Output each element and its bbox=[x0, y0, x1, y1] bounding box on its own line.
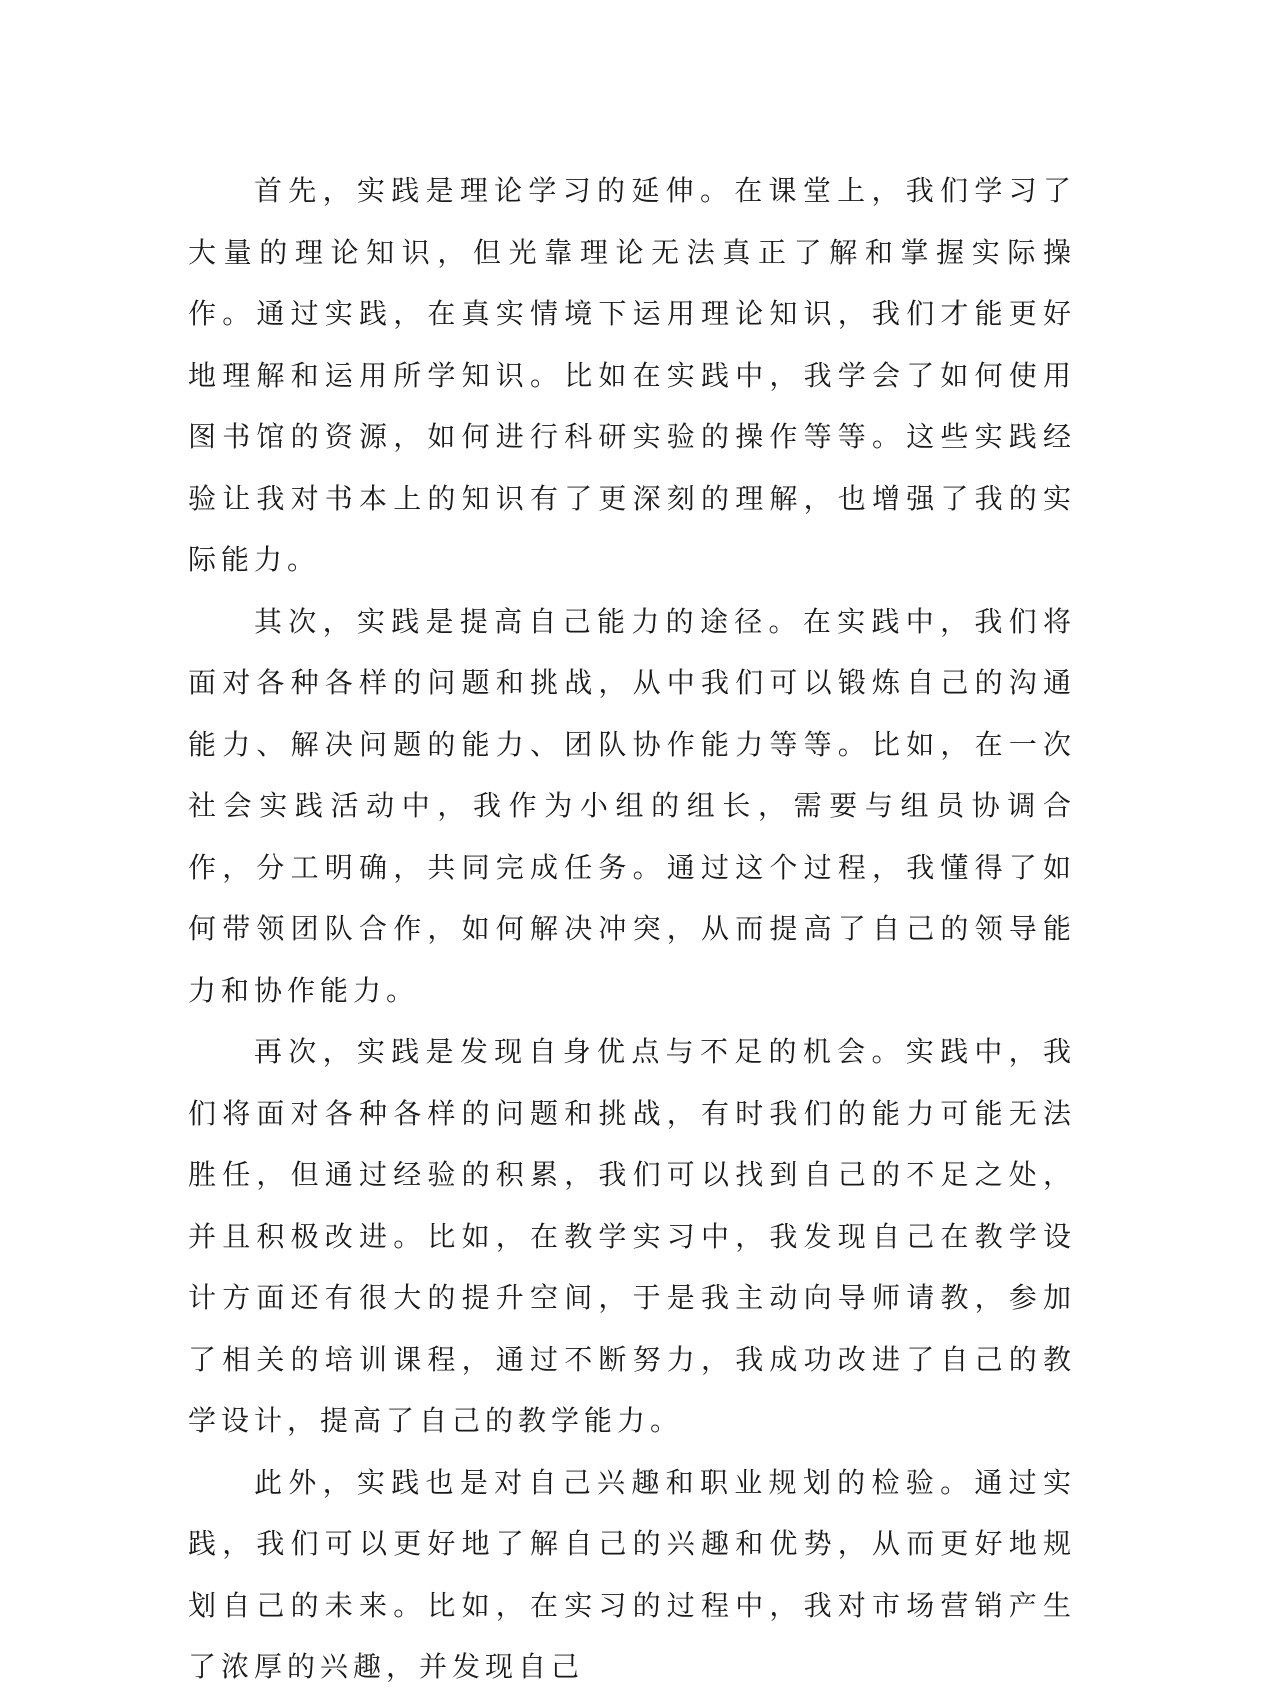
paragraph-practice-reveals-strengths: 再次，实践是发现自身优点与不足的机会。实践中，我们将面对各种各样的问题和挑战，有时我们的能力可能无法胜任，但通过经验的积累，我们可以找到自己的不足之处，并且积极改进。比如，在教学实习中，我发现自己在教学设计方面还有很大的提升空间，于是我主动向导师请教，参加了相关的培训课程，通过不断努力，我成功改进了自己的教学设计，提高了自己的教学能力。 bbox=[188, 1035, 1076, 1437]
paragraph-practice-extends-theory: 首先，实践是理论学习的延伸。在课堂上，我们学习了大量的理论知识，但光靠理论无法真正了解和掌握实际操作。通过实践，在真实情境下运用理论知识，我们才能更好地理解和运用所学知识。比如在实践中，我学会了如何使用图书馆的资源，如何进行科研实验的操作等等。这些实践经验让我对书本上的知识有了更深刻的理解，也增强了我的实际能力。 bbox=[188, 174, 1076, 576]
paragraph-practice-improves-ability: 其次，实践是提高自己能力的途径。在实践中，我们将面对各种各样的问题和挑战，从中我们可以锻炼自己的沟通能力、解决问题的能力、团队协作能力等等。比如，在一次社会实践活动中，我作为小组的组长，需要与组员协调合作，分工明确，共同完成任务。通过这个过程，我懂得了如何带领团队合作，如何解决冲突，从而提高了自己的领导能力和协作能力。 bbox=[188, 604, 1076, 1007]
document-body bbox=[188, 160, 1076, 1698]
paragraph-practice-tests-interests: 此外，实践也是对自己兴趣和职业规划的检验。通过实践，我们可以更好地了解自己的兴趣和优势，从而更好地规划自己的未来。比如，在实习的过程中，我对市场营销产生了浓厚的兴趣，并发现自己 bbox=[188, 1465, 1076, 1683]
